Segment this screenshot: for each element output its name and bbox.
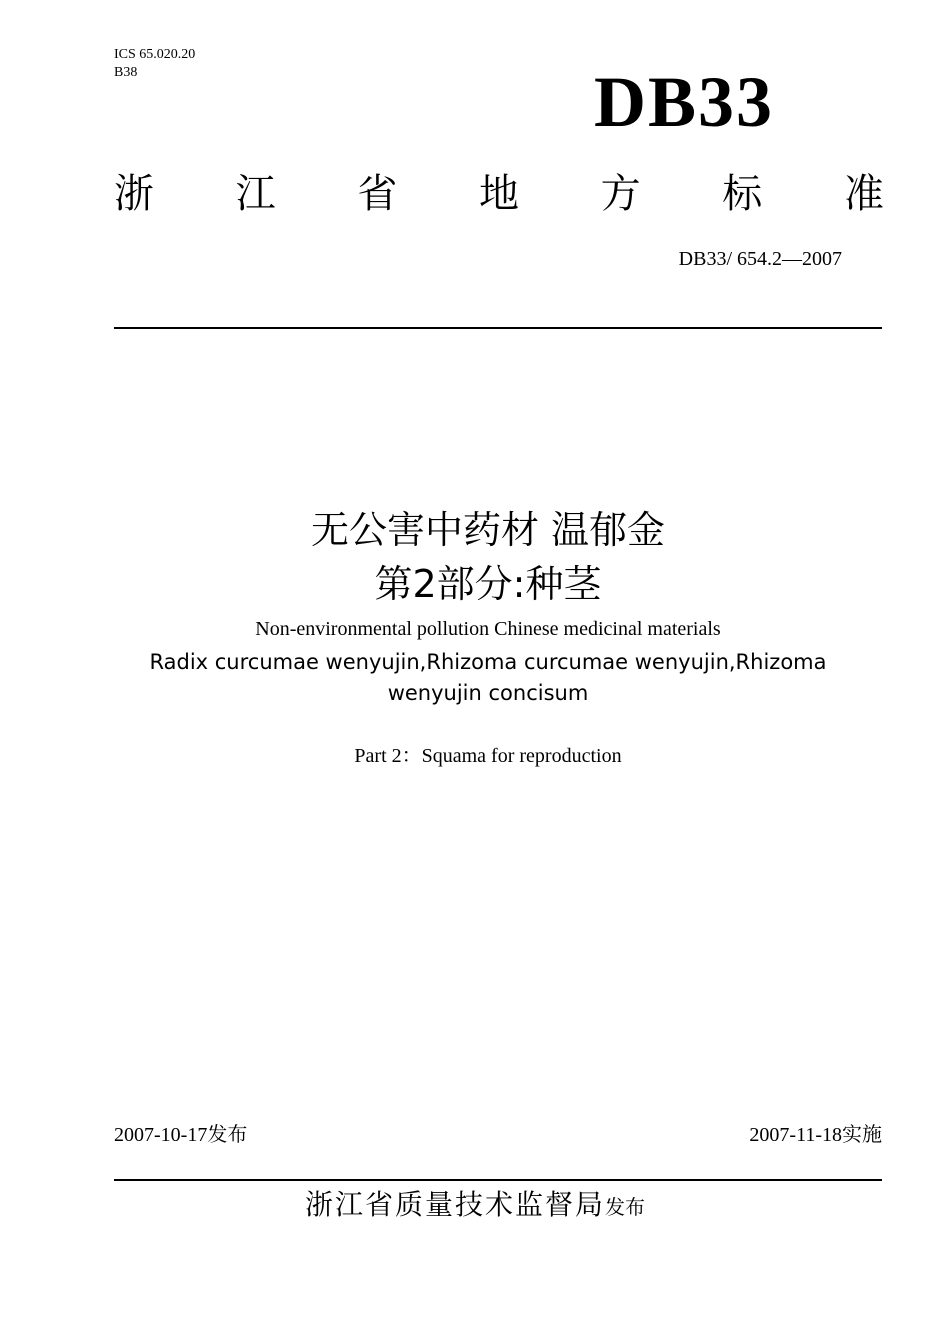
- implement-date: [749, 1120, 882, 1149]
- class-code: B38: [114, 65, 138, 80]
- standard-type-heading: [114, 168, 884, 220]
- standard-type-char: 方: [600, 171, 641, 217]
- top-divider: [114, 327, 882, 329]
- standard-type-char: 江: [235, 171, 276, 217]
- publisher-name: 浙江省质量技术监督局: [304, 1188, 605, 1221]
- standard-type-char: 准: [843, 171, 884, 217]
- implement-date-value: 2007-11-18: [749, 1124, 842, 1146]
- title-chinese-line1: 无公害中药材 温郁金: [310, 508, 666, 552]
- issue-date: [114, 1120, 247, 1149]
- title-english-line3: wenyujin concisum: [387, 681, 589, 705]
- standard-number: DB33/ 654.2—2007: [678, 248, 842, 270]
- title-part: Part 2：Squama for reproduction: [354, 745, 622, 767]
- issue-date-value: 2007-10-17: [114, 1124, 208, 1146]
- db-logo: DB33: [594, 62, 775, 142]
- ics-block: [114, 46, 195, 82]
- title-chinese-line2: 第2部分:种茎: [374, 562, 602, 606]
- ics-code: ICS 65.020.20: [114, 47, 196, 62]
- title-english-line2: Radix curcumae wenyujin,Rhizoma curcumae wenyujin,Rhizoma: [149, 650, 827, 674]
- publisher-suffix: 发布: [605, 1195, 645, 1219]
- implement-date-label: 实施: [842, 1122, 882, 1146]
- bottom-divider: [114, 1179, 882, 1181]
- standard-type-char: 省: [357, 171, 398, 217]
- standard-type-char: 浙: [114, 171, 154, 217]
- issue-date-label: 发布: [207, 1122, 248, 1146]
- standard-type-char: 地: [478, 171, 519, 217]
- title-english-line1: Non-environmental pollution Chinese medicinal materials: [255, 618, 721, 640]
- standard-type-char: 标: [722, 171, 763, 217]
- publisher: [0, 1186, 950, 1228]
